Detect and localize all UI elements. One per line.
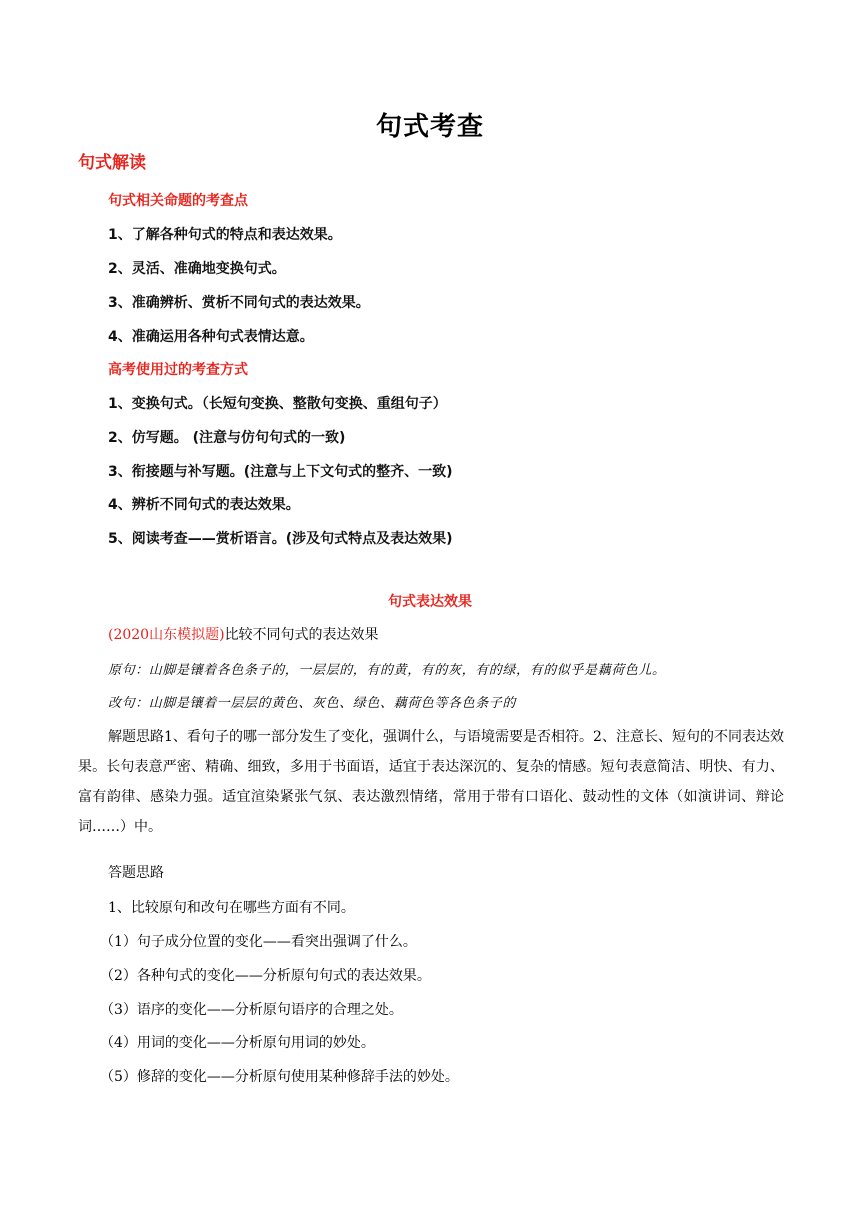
revised-sentence: 改句：山脚是镶着一层层的黄色、灰色、绿色、藕荷色等各色条子的 <box>108 696 517 711</box>
exam-method: 3、衔接题与补写题。(注意与上下文句式的整齐、一致) <box>108 464 453 480</box>
exam-method: 2、仿写题。 (注意与仿句句式的一致) <box>108 430 346 446</box>
example-intro <box>108 624 379 644</box>
answer-item: （2）各种句式的变化——分析原句句式的表达效果。 <box>100 968 431 984</box>
solution-paragraph: 解题思路1、看句子的哪一部分发生了变化，强调什么，与语境需要是否相符。2、注意长、短句的不同表达效果。长句表意严密、精确、细致，多用于书面语，适宜于表达深沉的、复杂的情感。短句表意简洁、明快、有力、富有韵律、感染力强。适宜渲染紧张气氛、表达激烈情绪，常用于带有口语化、鼓动性的文体（如演讲词、辩论词……）中。 <box>78 729 784 835</box>
exam-method: 4、辨析不同句式的表达效果。 <box>108 497 300 513</box>
exam-point: 4、准确运用各种句式表情达意。 <box>108 329 314 345</box>
answer-step: 1、比较原句和改句在哪些方面有不同。 <box>108 900 355 916</box>
subheading-exam-methods: 高考使用过的考查方式 <box>108 362 248 378</box>
subheading-exam-points: 句式相关命题的考查点 <box>108 193 248 209</box>
example-source: (2020山东模拟题) <box>108 627 225 643</box>
answer-item: （5）修辞的变化——分析原句使用某种修辞手法的妙处。 <box>100 1069 459 1085</box>
page-title: 句式考查 <box>375 112 484 142</box>
exam-method: 1、变换句式。（长短句变换、整散句变换、重组句子） <box>108 396 447 412</box>
answer-item: （3）语序的变化——分析原句语序的合理之处。 <box>100 1002 403 1018</box>
answer-item: （4）用词的变化——分析原句用词的妙处。 <box>100 1035 375 1051</box>
exam-point: 1、了解各种句式的特点和表达效果。 <box>108 227 342 243</box>
answer-item: （1）句子成分位置的变化——看突出强调了什么。 <box>100 934 417 950</box>
section-heading-sentence-reading: 句式解读 <box>78 153 146 173</box>
original-sentence: 原句：山脚是镶着各色条子的，一层层的，有的黄，有的灰，有的绿，有的似乎是藕荷色儿。 <box>108 663 666 678</box>
example-task: 比较不同句式的表达效果 <box>224 627 379 643</box>
answer-heading: 答题思路 <box>108 865 164 881</box>
exam-point: 3、准确辨析、赏析不同句式的表达效果。 <box>108 295 370 311</box>
exam-method: 5、阅读考查——赏析语言。(涉及句式特点及表达效果) <box>108 531 453 547</box>
exam-point: 2、灵活、准确地变换句式。 <box>108 261 286 277</box>
section-heading-expression-effect: 句式表达效果 <box>388 594 472 610</box>
